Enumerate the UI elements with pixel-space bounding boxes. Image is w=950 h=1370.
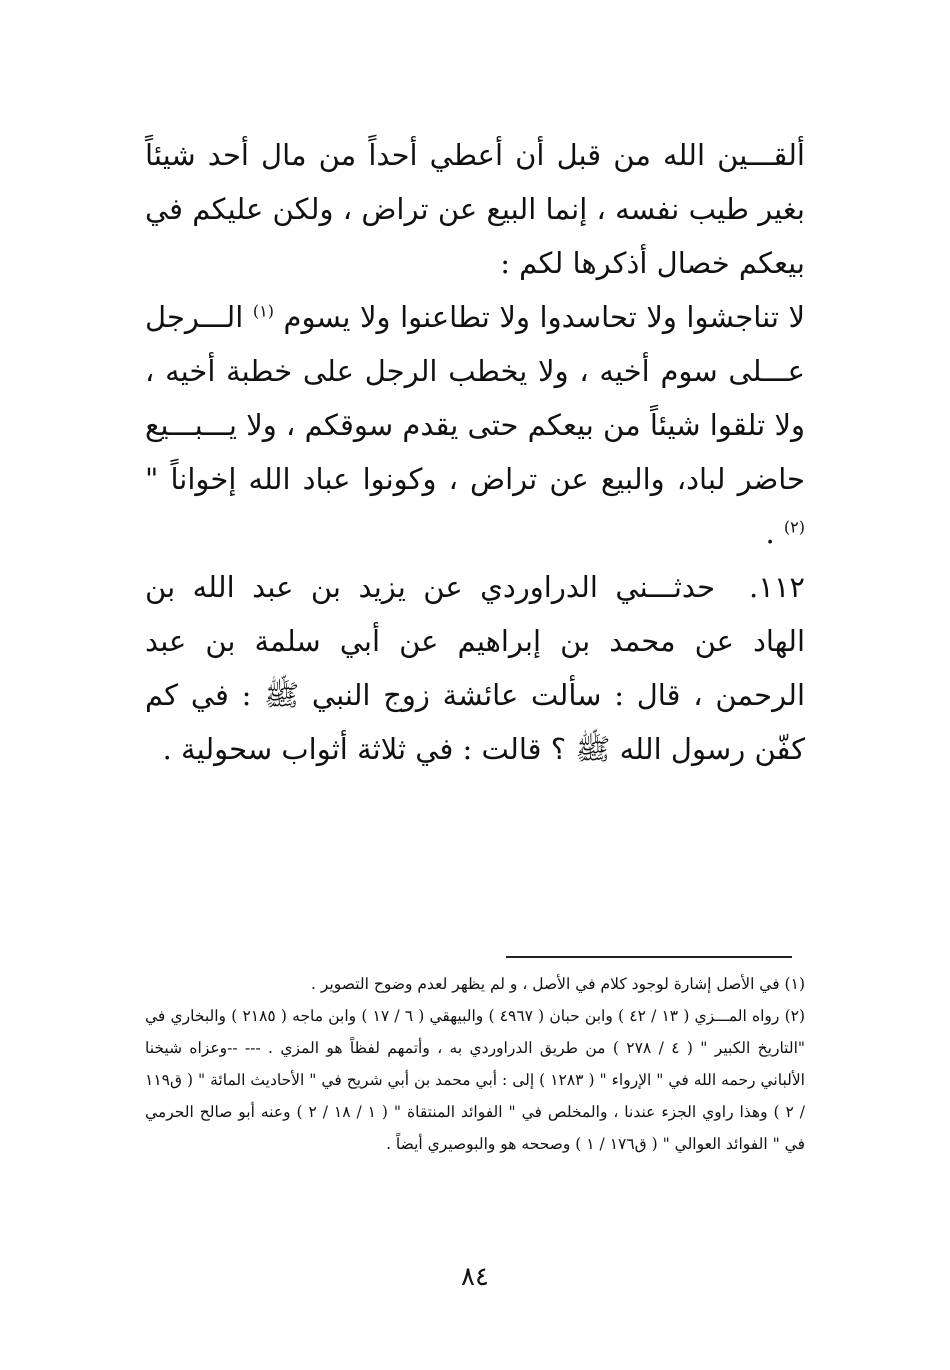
paragraph-1: ألقـــين الله من قبل أن أعطي أحداً من مال أحد شيئاً بغير طيب نفسه ، إنما البيع عن تراض ، ولكن عليكم في بيعكم خصال أذكرها لكم :	[145, 138, 805, 280]
footnote-1: (١) في الأصل إشارة لوجود كلام في الأصل ، و لم يظهر لعدم وضوح التصوير .	[311, 975, 805, 993]
page-number: ٨٤	[461, 1262, 489, 1292]
footnote-ref-1: (١)	[252, 301, 274, 321]
paragraph-2-text: لا تناجشوا ولا تحاسدوا ولا تطاعنوا ولا يسوم	[283, 300, 806, 334]
paragraph-2	[145, 290, 805, 560]
hadith-number: ١١٢.	[749, 570, 805, 604]
paragraph-2-end: .	[765, 516, 775, 550]
main-text	[145, 128, 805, 776]
paragraph-2-continued: الـــرجل عـــلى سوم أخيه ، ولا يخطب الرجل على خطبة أخيه ، ولا تلقوا شيئاً من بيعكم حتى يقدم سوقكم ، ولا يـــبـــيع حاضر لباد، والبيع عن تراض ، وكونوا عباد الله إخواناً "	[145, 300, 805, 496]
footnote-ref-2: (٢)	[783, 517, 805, 537]
hadith-text: حدثـــني الدراوردي عن يزيد بن عبد الله بن الهاد عن محمد بن إبراهيم عن أبي سلمة بن عبد الرحمن ، قال : سألت عائشة زوج النبي ﷺ : في كم كفّن رسول الله ﷺ ؟ قالت : في ثلاثة أثواب سحولية .	[145, 570, 805, 766]
footnote-divider	[506, 956, 792, 958]
hadith-paragraph	[145, 560, 805, 776]
footnote-2: (٢) رواه المـــزي ( ١٣ / ٤٢ ) وابن حبان ( ٤٩٦٧ ) والبيهقي ( ٦ / ١٧ ) وابن ماجه ( ٢١٨٥ ) والبخاري في "التاريخ الكبير " ( ٤ / ٢٧٨ ) من طريق الدراوردي به ، وأتمهم لفظاً هو المزي . --- --وعزاه شيخنا الألباني رحمه الله في " الإرواء " ( ١٢٨٣ ) إلى : أبي محمد بن أبي شريح في " الأحاديث المائة " ( ق١١٩ / ٢ ) وهذا راوي الجزء عندنا ، والمخلص في " الفوائد المنتقاة " ( ١ / ١٨ / ٢ ) وعنه أبو صالح الحرمي في " الفوائد العوالي " ( ق١٧٦ / ١ ) وصححه هو والبوصيري أيضاً .	[145, 1007, 806, 1153]
footnotes	[145, 968, 805, 1160]
